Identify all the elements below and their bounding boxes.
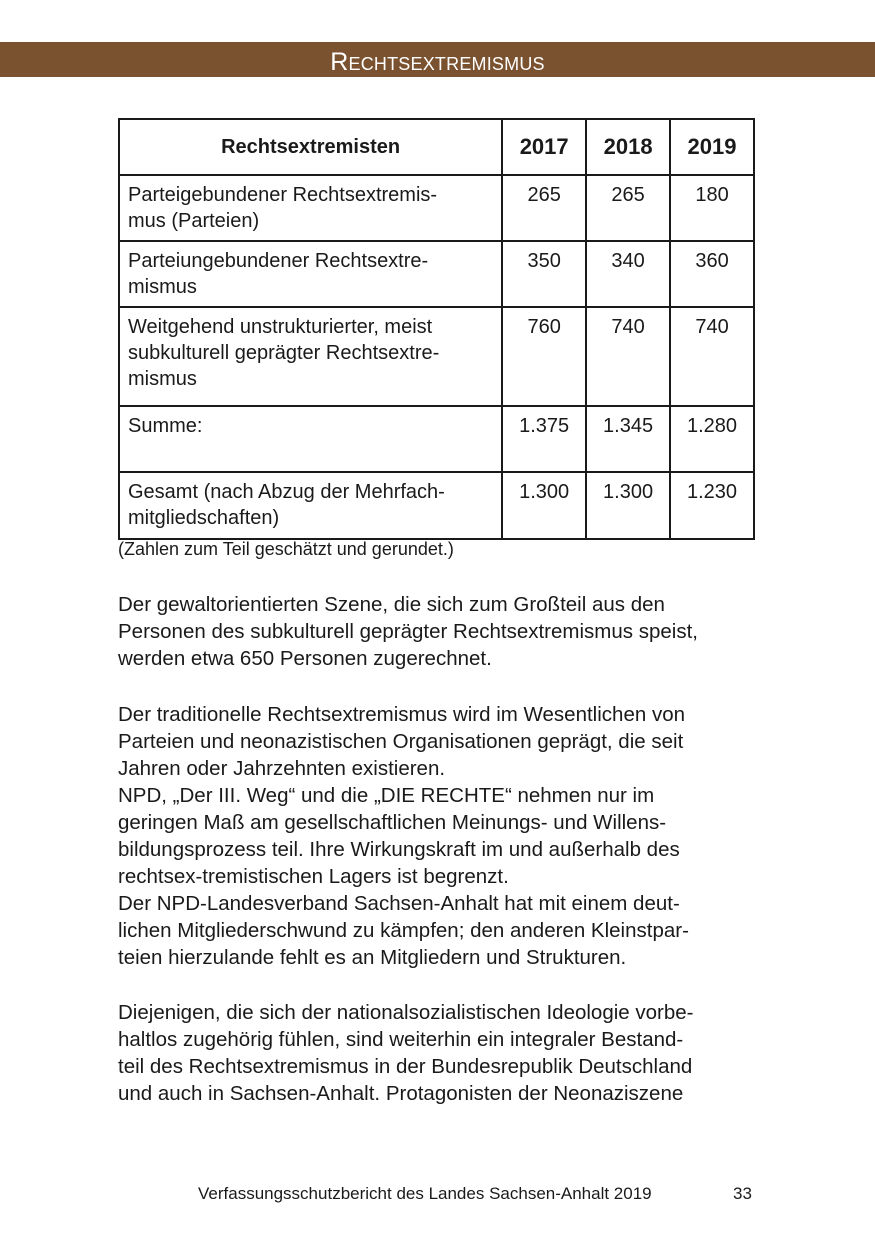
cell-value: 740 xyxy=(586,307,670,406)
cell-value: 1.230 xyxy=(670,472,754,539)
table-header-year: 2018 xyxy=(586,119,670,175)
cell-value: 180 xyxy=(670,175,754,241)
statistics-table xyxy=(118,118,755,540)
cell-value: 1.375 xyxy=(502,406,586,472)
body-paragraph: Diejenigen, die sich der nationalsozialistischen Ideologie vorbe- haltlos zugehörig fühlen, sind weiterhin ein integraler Bestand- teil des Rechtsextremismus in der Bundesrepublik Deutschland und auch in Sachsen-Anhalt. Protagonisten der Neonaziszene xyxy=(118,1001,694,1105)
cell-value: 265 xyxy=(586,175,670,241)
row-label: Summe: xyxy=(119,406,502,472)
cell-value: 760 xyxy=(502,307,586,406)
table-header-row xyxy=(119,119,754,175)
cell-value: 360 xyxy=(670,241,754,307)
cell-value: 340 xyxy=(586,241,670,307)
row-label: Parteiungebundener Rechtsextre- mismus xyxy=(119,241,502,307)
body-paragraph: Der gewaltorientierten Szene, die sich zum Großteil aus den Personen des subkulturell geprägter Rechtsextremismus speist, werden etwa 650 Personen zugerechnet. xyxy=(118,593,698,670)
cell-value: 1.280 xyxy=(670,406,754,472)
cell-value: 350 xyxy=(502,241,586,307)
cell-value: 1.300 xyxy=(502,472,586,539)
row-label: Gesamt (nach Abzug der Mehrfach- mitgliedschaften) xyxy=(119,472,502,539)
chapter-title: Rechtsextremismus xyxy=(330,48,545,76)
cell-value: 1.345 xyxy=(586,406,670,472)
table-header-year: 2017 xyxy=(502,119,586,175)
table-row xyxy=(119,175,754,241)
body-paragraph: Der traditionelle Rechtsextremismus wird im Wesentlichen von Parteien und neonazistischen Organisationen geprägt, die seit Jahren oder Jahrzehnten existieren. NPD, „Der III. Weg“ und die „DIE RECHTE“ nehmen nur im geringen Maß am gesellschaftlichen Meinungs- und Willens- bildungsprozess teil. Ihre Wirkungskraft im und außerhalb des rechtsex-tremistischen Lagers ist begrenzt. Der NPD-Landesverband Sachsen-Anhalt hat mit einem deut- lichen Mitgliederschwund zu kämpfen; den anderen Kleinstpar- teien hierzulande fehlt es an Mitgliedern und Strukturen. xyxy=(118,703,689,969)
row-label: Weitgehend unstrukturierter, meist subkulturell geprägter Rechtsextre- mismus xyxy=(119,307,502,406)
cell-value: 265 xyxy=(502,175,586,241)
table-row xyxy=(119,241,754,307)
table-header-year: 2019 xyxy=(670,119,754,175)
table-header-label: Rechtsextremisten xyxy=(119,119,502,175)
table-row xyxy=(119,472,754,539)
table-row xyxy=(119,307,754,406)
cell-value: 740 xyxy=(670,307,754,406)
row-label: Parteigebundener Rechtsextremis- mus (Parteien) xyxy=(119,175,502,241)
page-number: 33 xyxy=(733,1184,752,1203)
cell-value: 1.300 xyxy=(586,472,670,539)
table-note: (Zahlen zum Teil geschätzt und gerundet.) xyxy=(118,539,454,559)
footer-title: Verfassungsschutzbericht des Landes Sachsen-Anhalt 2019 xyxy=(198,1184,652,1203)
table-row xyxy=(119,406,754,472)
